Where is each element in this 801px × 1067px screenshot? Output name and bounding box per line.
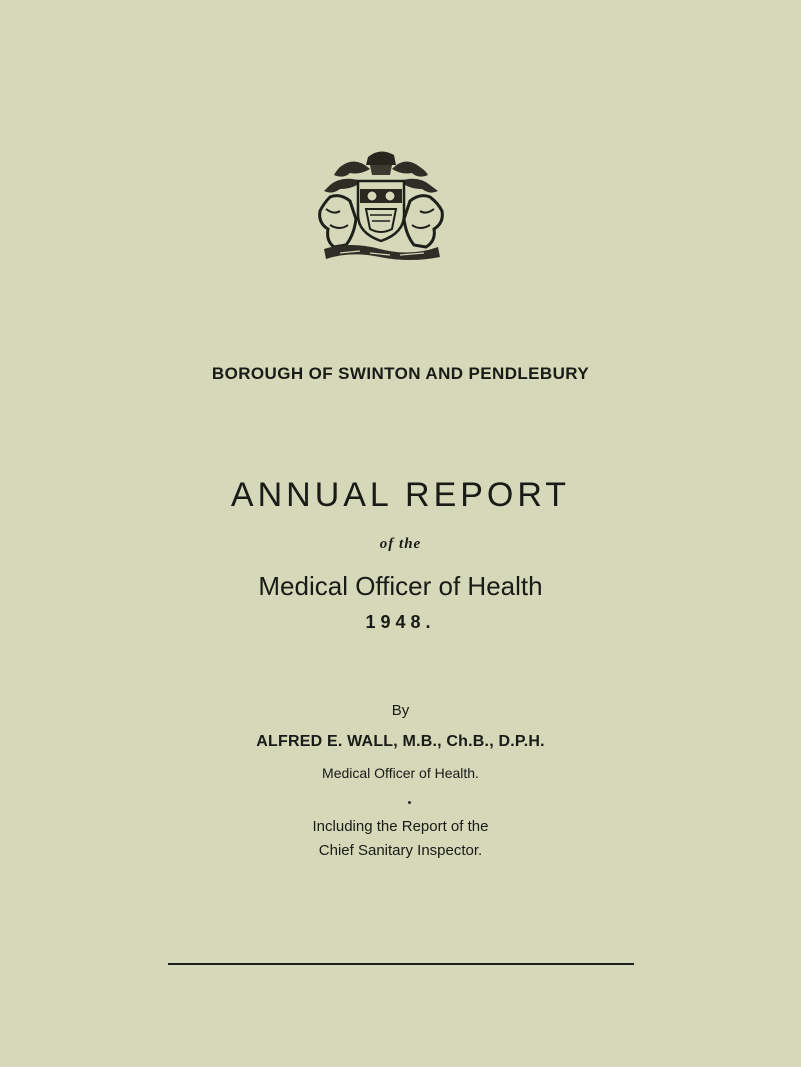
borough-name: BOROUGH OF SWINTON AND PENDLEBURY (211, 364, 590, 383)
separator-dot (408, 801, 411, 804)
report-title: ANNUAL REPORT (230, 476, 571, 514)
inclusion-line-2: Chief Sanitary Inspector. (318, 842, 483, 859)
author-name: ALFRED E. WALL, M.B., Ch.B., D.P.H. (256, 733, 545, 750)
coat-of-arms-icon (310, 145, 450, 263)
report-year: 1948. (365, 612, 436, 632)
inclusion-line-1: Including the Report of the (312, 818, 489, 835)
bottom-rule (168, 963, 634, 965)
by-text: By (391, 702, 410, 719)
report-subject: Medical Officer of Health (258, 571, 543, 601)
of-the-text: of the (379, 536, 422, 552)
author-role: Medical Officer of Health. (322, 765, 479, 781)
